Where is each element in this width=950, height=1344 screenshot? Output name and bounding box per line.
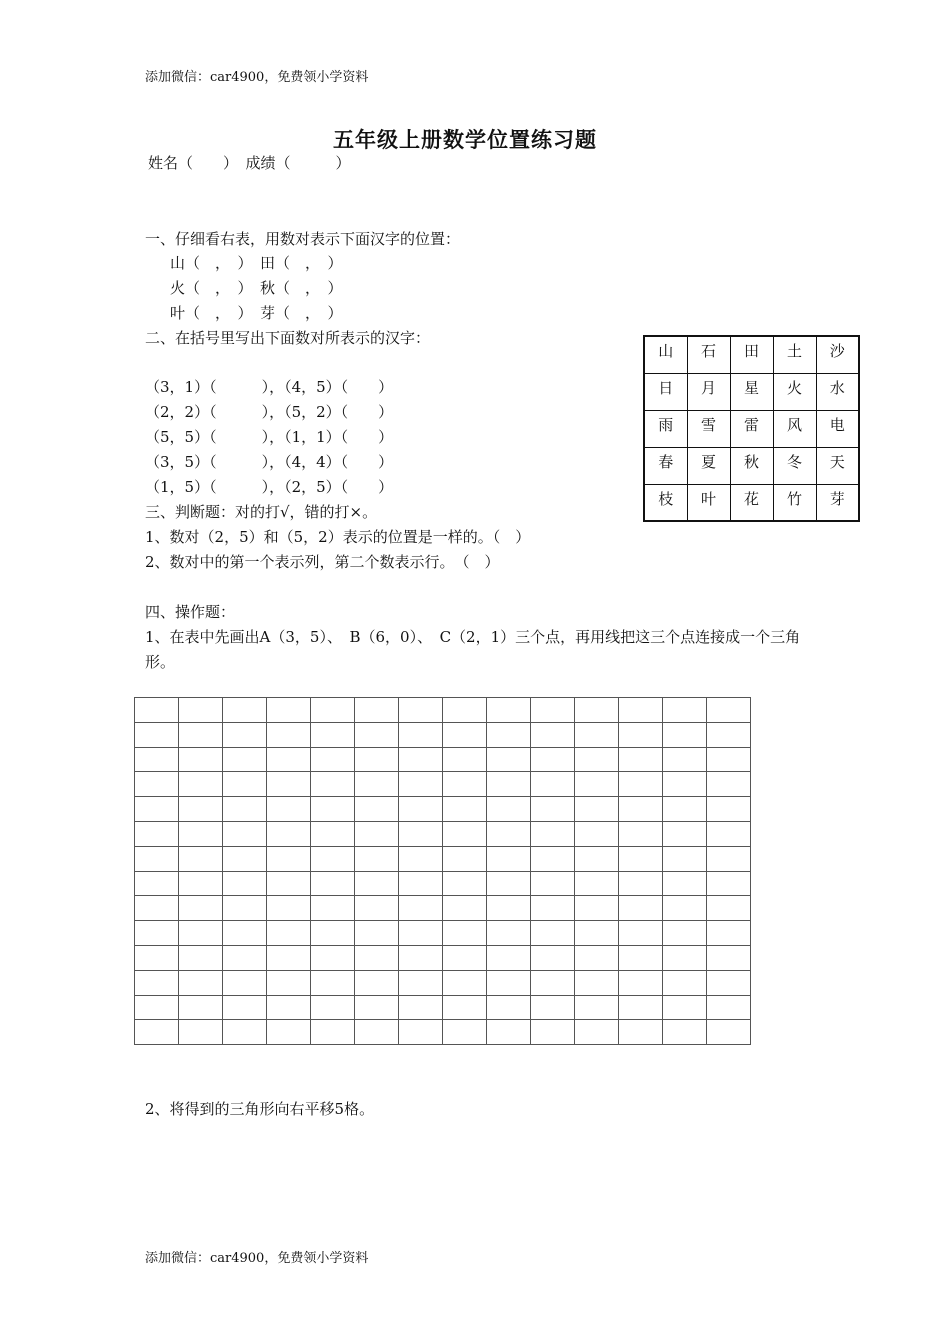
grid-cell[interactable] (707, 896, 751, 921)
grid-cell[interactable] (707, 921, 751, 946)
grid-cell[interactable] (531, 772, 575, 797)
name-score-line: 姓名（ ） 成绩（ ） (148, 154, 351, 172)
grid-row (135, 772, 751, 797)
grid-cell[interactable] (355, 921, 399, 946)
grid-cell[interactable] (267, 995, 311, 1020)
grid-cell[interactable] (311, 871, 355, 896)
grid-cell[interactable] (443, 921, 487, 946)
section4-q1-line2: 形。 (145, 653, 176, 671)
char-table-cell: 芽 (816, 484, 859, 521)
char-table-cell: 花 (730, 484, 773, 521)
grid-cell[interactable] (223, 1020, 267, 1045)
grid-cell[interactable] (399, 945, 443, 970)
grid-cell[interactable] (663, 1020, 707, 1045)
section1-row: 火（ ， ） 秋（ ， ） (170, 279, 343, 297)
section1-row: 山（ ， ） 田（ ， ） (170, 254, 343, 272)
grid-cell[interactable] (399, 698, 443, 723)
grid-cell[interactable] (663, 945, 707, 970)
grid-cell[interactable] (575, 1020, 619, 1045)
grid-cell[interactable] (311, 896, 355, 921)
grid-cell[interactable] (707, 970, 751, 995)
grid-cell[interactable] (267, 846, 311, 871)
grid-cell[interactable] (399, 970, 443, 995)
grid-cell[interactable] (663, 970, 707, 995)
grid-cell[interactable] (179, 871, 223, 896)
char-table-cell: 水 (816, 373, 859, 410)
section1-row: 叶（ ， ） 芽（ ， ） (170, 304, 343, 322)
grid-cell[interactable] (311, 772, 355, 797)
grid-cell[interactable] (443, 896, 487, 921)
header-note: 添加微信：car4900，免费领小学资料 (145, 70, 369, 85)
grid-cell[interactable] (575, 871, 619, 896)
grid-cell[interactable] (663, 995, 707, 1020)
grid-cell[interactable] (487, 995, 531, 1020)
grid-cell[interactable] (135, 698, 179, 723)
grid-cell[interactable] (399, 772, 443, 797)
grid-cell[interactable] (399, 821, 443, 846)
grid-cell[interactable] (223, 797, 267, 822)
grid-cell[interactable] (399, 896, 443, 921)
grid-row (135, 747, 751, 772)
grid-cell[interactable] (355, 1020, 399, 1045)
grid-cell[interactable] (575, 945, 619, 970)
grid-cell[interactable] (355, 772, 399, 797)
char-table-cell: 石 (687, 336, 730, 373)
grid-cell[interactable] (575, 921, 619, 946)
grid-cell[interactable] (707, 821, 751, 846)
grid-cell[interactable] (663, 921, 707, 946)
grid-cell[interactable] (135, 1020, 179, 1045)
grid-cell[interactable] (707, 995, 751, 1020)
grid-cell[interactable] (619, 722, 663, 747)
grid-cell[interactable] (311, 846, 355, 871)
section3-heading: 三、判断题：对的打√，错的打×。 (145, 503, 378, 521)
char-table-row (644, 410, 859, 447)
grid-cell[interactable] (399, 921, 443, 946)
grid-cell[interactable] (135, 945, 179, 970)
section4-heading: 四、操作题： (145, 603, 236, 621)
grid-row (135, 995, 751, 1020)
char-table-cell: 冬 (773, 447, 816, 484)
grid-cell[interactable] (267, 871, 311, 896)
grid-cell[interactable] (575, 995, 619, 1020)
grid-row (135, 970, 751, 995)
section3-item: 1、数对（2，5）和（5，2）表示的位置是一样的。（ ） (145, 528, 531, 546)
grid-cell[interactable] (443, 722, 487, 747)
grid-cell[interactable] (443, 698, 487, 723)
grid-cell[interactable] (707, 722, 751, 747)
grid-cell[interactable] (179, 698, 223, 723)
grid-cell[interactable] (355, 871, 399, 896)
grid-cell[interactable] (575, 797, 619, 822)
char-table-cell: 春 (644, 447, 687, 484)
grid-row (135, 846, 751, 871)
grid-cell[interactable] (179, 970, 223, 995)
grid-cell[interactable] (135, 995, 179, 1020)
grid-cell[interactable] (179, 772, 223, 797)
grid-cell[interactable] (223, 945, 267, 970)
grid-cell[interactable] (531, 797, 575, 822)
grid-cell[interactable] (619, 821, 663, 846)
char-table-cell: 竹 (773, 484, 816, 521)
grid-row (135, 945, 751, 970)
grid-cell[interactable] (443, 1020, 487, 1045)
grid-cell[interactable] (531, 698, 575, 723)
grid-cell[interactable] (355, 722, 399, 747)
grid-cell[interactable] (575, 772, 619, 797)
grid-cell[interactable] (179, 995, 223, 1020)
grid-cell[interactable] (355, 698, 399, 723)
section1-heading: 一、仔细看右表，用数对表示下面汉字的位置： (145, 230, 461, 248)
grid-cell[interactable] (355, 797, 399, 822)
grid-cell[interactable] (619, 945, 663, 970)
grid-cell[interactable] (707, 1020, 751, 1045)
char-table-cell: 火 (773, 373, 816, 410)
char-table-cell: 天 (816, 447, 859, 484)
grid-cell[interactable] (399, 995, 443, 1020)
grid-cell[interactable] (487, 1020, 531, 1045)
grid-cell[interactable] (355, 846, 399, 871)
grid-cell[interactable] (531, 821, 575, 846)
grid-cell[interactable] (135, 747, 179, 772)
grid-cell[interactable] (619, 1020, 663, 1045)
grid-cell[interactable] (267, 821, 311, 846)
grid-cell[interactable] (531, 1020, 575, 1045)
grid-cell[interactable] (707, 797, 751, 822)
grid-cell[interactable] (399, 747, 443, 772)
grid-cell[interactable] (223, 747, 267, 772)
grid-row (135, 722, 751, 747)
grid-cell[interactable] (179, 747, 223, 772)
grid-cell[interactable] (135, 871, 179, 896)
grid-cell[interactable] (443, 772, 487, 797)
grid-cell[interactable] (487, 772, 531, 797)
character-table (643, 335, 860, 522)
char-table-cell: 土 (773, 336, 816, 373)
grid-cell[interactable] (311, 747, 355, 772)
grid-cell[interactable] (663, 797, 707, 822)
grid-cell[interactable] (619, 871, 663, 896)
char-table-cell: 田 (730, 336, 773, 373)
grid-cell[interactable] (223, 722, 267, 747)
grid-cell[interactable] (223, 896, 267, 921)
grid-cell[interactable] (443, 797, 487, 822)
grid-cell[interactable] (707, 846, 751, 871)
grid-cell[interactable] (311, 797, 355, 822)
grid-cell[interactable] (135, 722, 179, 747)
grid-cell[interactable] (531, 846, 575, 871)
grid-cell[interactable] (355, 896, 399, 921)
grid-cell[interactable] (531, 945, 575, 970)
char-table-cell: 电 (816, 410, 859, 447)
grid-cell[interactable] (311, 698, 355, 723)
grid-cell[interactable] (179, 921, 223, 946)
grid-cell[interactable] (223, 821, 267, 846)
char-table-row (644, 447, 859, 484)
char-table-cell: 月 (687, 373, 730, 410)
char-table-cell: 秋 (730, 447, 773, 484)
grid-cell[interactable] (399, 722, 443, 747)
section2-row: （3，1）（ ），（4，5）（ ） (145, 378, 394, 396)
grid-cell[interactable] (619, 698, 663, 723)
grid-cell[interactable] (487, 945, 531, 970)
grid-cell[interactable] (223, 846, 267, 871)
grid-cell[interactable] (707, 698, 751, 723)
grid-cell[interactable] (399, 1020, 443, 1045)
section2-row: （2，2）（ ），（5，2）（ ） (145, 403, 394, 421)
grid-cell[interactable] (531, 722, 575, 747)
grid-cell[interactable] (355, 747, 399, 772)
grid-cell[interactable] (267, 945, 311, 970)
grid-cell[interactable] (443, 846, 487, 871)
char-table-cell: 星 (730, 373, 773, 410)
grid-cell[interactable] (179, 945, 223, 970)
grid-cell[interactable] (707, 747, 751, 772)
grid-row (135, 821, 751, 846)
grid-cell[interactable] (487, 821, 531, 846)
grid-cell[interactable] (179, 846, 223, 871)
grid-cell[interactable] (575, 821, 619, 846)
grid-cell[interactable] (135, 772, 179, 797)
grid-cell[interactable] (311, 821, 355, 846)
grid-cell[interactable] (487, 722, 531, 747)
page-title: 五年级上册数学位置练习题 (333, 127, 597, 152)
grid-cell[interactable] (531, 995, 575, 1020)
grid-cell[interactable] (267, 772, 311, 797)
grid-cell[interactable] (443, 970, 487, 995)
grid-cell[interactable] (311, 995, 355, 1020)
grid-cell[interactable] (443, 871, 487, 896)
grid-cell[interactable] (619, 896, 663, 921)
grid-cell[interactable] (399, 797, 443, 822)
grid-cell[interactable] (619, 747, 663, 772)
grid-cell[interactable] (135, 821, 179, 846)
grid-cell[interactable] (575, 722, 619, 747)
grid-cell[interactable] (619, 995, 663, 1020)
grid-cell[interactable] (531, 871, 575, 896)
footer-note: 添加微信：car4900，免费领小学资料 (145, 1251, 369, 1266)
grid-cell[interactable] (267, 921, 311, 946)
char-table-cell: 叶 (687, 484, 730, 521)
section2-row: （1，5）（ ），（2，5）（ ） (145, 478, 394, 496)
grid-cell[interactable] (135, 846, 179, 871)
grid-cell[interactable] (619, 797, 663, 822)
grid-cell[interactable] (487, 970, 531, 995)
grid-cell[interactable] (487, 896, 531, 921)
char-table-cell: 夏 (687, 447, 730, 484)
grid-cell[interactable] (443, 747, 487, 772)
grid-cell[interactable] (355, 945, 399, 970)
char-table-cell: 山 (644, 336, 687, 373)
section2-row: （5，5）（ ），（1，1）（ ） (145, 428, 394, 446)
grid-cell[interactable] (223, 698, 267, 723)
grid-cell[interactable] (311, 945, 355, 970)
section4-q2: 2、将得到的三角形向右平移5格。 (145, 1100, 375, 1118)
grid-cell[interactable] (619, 921, 663, 946)
char-table-cell: 沙 (816, 336, 859, 373)
grid-cell[interactable] (531, 921, 575, 946)
grid-cell[interactable] (663, 722, 707, 747)
grid-cell[interactable] (575, 698, 619, 723)
grid-cell[interactable] (707, 871, 751, 896)
grid-cell[interactable] (531, 970, 575, 995)
grid-cell[interactable] (575, 896, 619, 921)
grid-cell[interactable] (575, 846, 619, 871)
grid-cell[interactable] (487, 797, 531, 822)
section4-q1-line1: 1、在表中先画出A（3，5）、 B（6，0）、 C（2，1）三个点，再用线把这三个点连接成一个三角 (145, 628, 801, 646)
section2-row: （3，5）（ ），（4，4）（ ） (145, 453, 394, 471)
grid-cell[interactable] (135, 921, 179, 946)
char-table-cell: 枝 (644, 484, 687, 521)
grid-row (135, 896, 751, 921)
char-table-cell: 雷 (730, 410, 773, 447)
grid-cell[interactable] (135, 797, 179, 822)
grid-cell[interactable] (707, 772, 751, 797)
grid-cell[interactable] (267, 722, 311, 747)
char-table-row (644, 336, 859, 373)
grid-cell[interactable] (355, 821, 399, 846)
grid-row (135, 698, 751, 723)
grid-cell[interactable] (619, 846, 663, 871)
grid-cell[interactable] (663, 821, 707, 846)
grid-cell[interactable] (487, 747, 531, 772)
grid-cell[interactable] (487, 871, 531, 896)
grid-cell[interactable] (399, 871, 443, 896)
grid-cell[interactable] (223, 970, 267, 995)
grid-cell[interactable] (311, 722, 355, 747)
grid-row (135, 921, 751, 946)
char-table-cell: 雨 (644, 410, 687, 447)
section2-heading: 二、在括号里写出下面数对所表示的汉字： (145, 329, 431, 347)
grid-cell[interactable] (223, 871, 267, 896)
char-table-row (644, 373, 859, 410)
grid-cell[interactable] (487, 698, 531, 723)
grid-row (135, 797, 751, 822)
grid-cell[interactable] (311, 970, 355, 995)
grid-cell[interactable] (663, 846, 707, 871)
grid-cell[interactable] (179, 896, 223, 921)
grid-cell[interactable] (135, 970, 179, 995)
grid-cell[interactable] (443, 821, 487, 846)
grid-cell[interactable] (619, 970, 663, 995)
grid-cell[interactable] (575, 747, 619, 772)
grid-cell[interactable] (663, 772, 707, 797)
grid-cell[interactable] (399, 846, 443, 871)
grid-cell[interactable] (223, 995, 267, 1020)
grid-cell[interactable] (267, 797, 311, 822)
grid-cell[interactable] (707, 945, 751, 970)
grid-cell[interactable] (267, 896, 311, 921)
char-table-cell: 日 (644, 373, 687, 410)
grid-cell[interactable] (663, 871, 707, 896)
grid-cell[interactable] (619, 772, 663, 797)
grid-cell[interactable] (179, 722, 223, 747)
char-table-cell: 雪 (687, 410, 730, 447)
grid-row (135, 871, 751, 896)
grid-cell[interactable] (267, 698, 311, 723)
grid-cell[interactable] (443, 995, 487, 1020)
grid-cell[interactable] (311, 1020, 355, 1045)
grid-cell[interactable] (267, 970, 311, 995)
grid-cell[interactable] (355, 995, 399, 1020)
grid-cell[interactable] (135, 896, 179, 921)
drawing-grid (134, 697, 751, 1045)
grid-cell[interactable] (487, 921, 531, 946)
grid-cell[interactable] (443, 945, 487, 970)
grid-cell[interactable] (531, 896, 575, 921)
grid-cell[interactable] (663, 747, 707, 772)
grid-cell[interactable] (575, 970, 619, 995)
grid-cell[interactable] (355, 970, 399, 995)
grid-cell[interactable] (531, 747, 575, 772)
grid-cell[interactable] (179, 1020, 223, 1045)
char-table-cell: 风 (773, 410, 816, 447)
grid-cell[interactable] (487, 846, 531, 871)
section3-item: 2、数对中的第一个表示列，第二个数表示行。 （ ） (145, 553, 500, 571)
grid-cell[interactable] (267, 747, 311, 772)
grid-cell[interactable] (267, 1020, 311, 1045)
grid-cell[interactable] (223, 772, 267, 797)
char-table-row (644, 484, 859, 521)
grid-cell[interactable] (179, 821, 223, 846)
grid-cell[interactable] (663, 698, 707, 723)
grid-row (135, 1020, 751, 1045)
grid-cell[interactable] (223, 921, 267, 946)
grid-cell[interactable] (663, 896, 707, 921)
grid-cell[interactable] (311, 921, 355, 946)
grid-cell[interactable] (179, 797, 223, 822)
